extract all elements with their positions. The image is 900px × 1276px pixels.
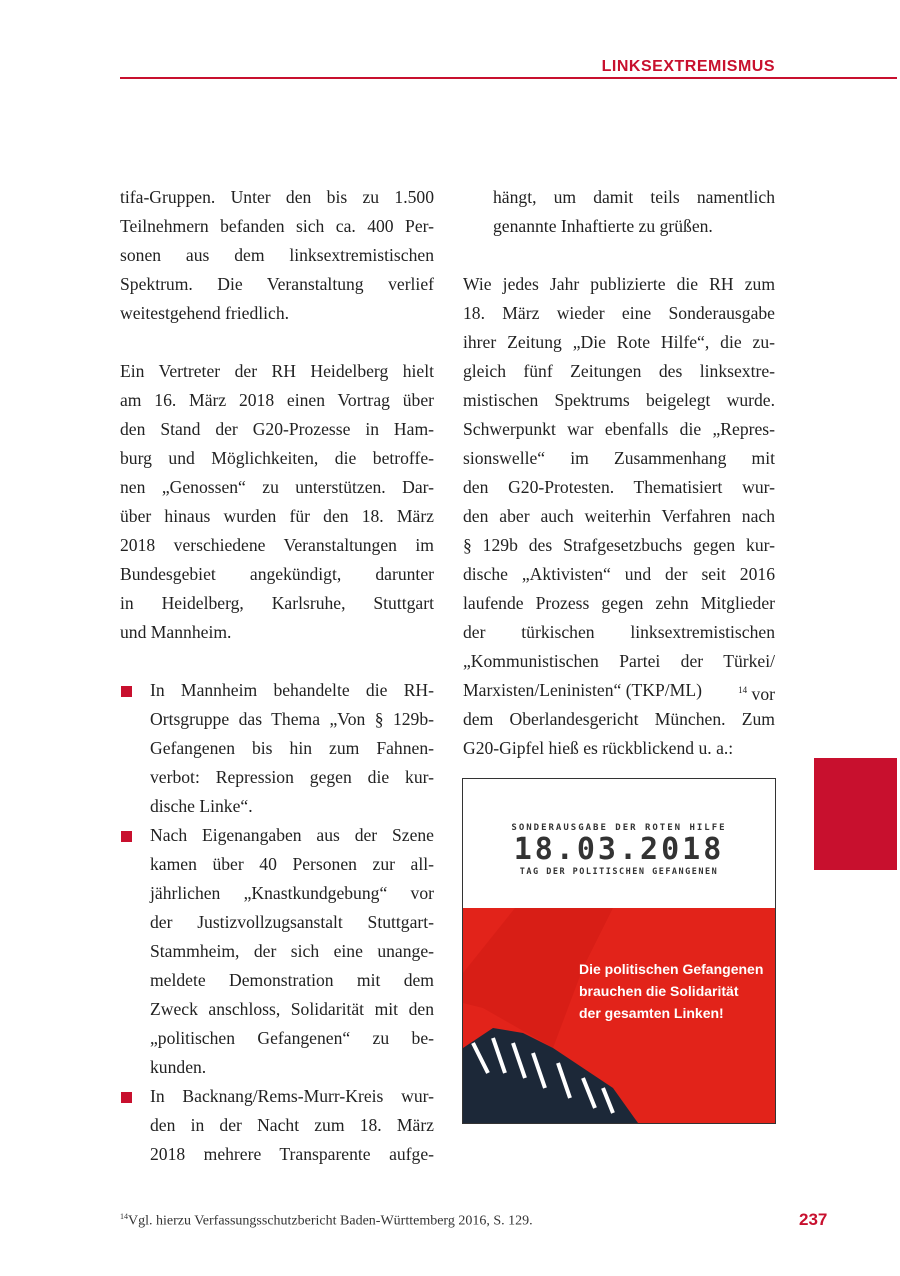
text-line: in Heidelberg, Karlsruhe, Stuttgart [120, 593, 434, 613]
text-line: gleich fünf Zeitungen des linksextre- [463, 361, 775, 381]
slogan-line: brauchen die Solidarität [579, 983, 739, 999]
text-segment: Marxisten/Leninisten“ (TKP/ML) [463, 680, 702, 700]
bullet-continuation [463, 183, 775, 241]
bullet-item [120, 1082, 434, 1169]
text-line: Ortsgruppe das Thema „Von § 129b- [150, 709, 434, 729]
footnote-ref[interactable]: 14 [738, 685, 748, 695]
poster-image [462, 778, 776, 1124]
text-line: dische Linke“. [150, 796, 253, 816]
page-number: 237 [799, 1210, 828, 1229]
text-line: über hinaus wurden für den 18. März [120, 506, 434, 526]
text-line: dem Oberlandesgericht München. Zum [463, 709, 775, 729]
text-line: den Stand der G20-Prozesse in Ham- [120, 419, 434, 439]
text-line: 2018 verschiedene Veranstaltungen im [120, 535, 434, 555]
text-line: Stammheim, der sich eine unange- [150, 941, 434, 961]
text-line: mistischen Spektrums beigelegt wurde. [463, 390, 775, 410]
text-line: Spektrum. Die Veranstaltung verlief [120, 274, 434, 294]
text-line: tifa-Gruppen. Unter den bis zu 1.500 [120, 187, 434, 207]
poster-subtitle: SONDERAUSGABE DER ROTEN HILFE [511, 823, 727, 833]
text-line: § 129b des Strafgesetzbuchs gegen kur- [463, 535, 775, 555]
bullet-square-icon [121, 1092, 132, 1103]
text-line: Teilnehmern befanden sich ca. 400 Per- [120, 216, 434, 236]
text-line: dische „Aktivisten“ und der seit 2016 [463, 564, 775, 584]
section-header: LINKSEXTREMISMUS [601, 58, 775, 75]
bullet-item [120, 821, 434, 1082]
text-line: Zweck anschloss, Solidarität mit den [150, 999, 434, 1019]
text-line: der türkischen linksextremistischen [463, 622, 775, 642]
text-line [463, 676, 775, 705]
text-line: 2018 mehrere Transparente aufge- [150, 1144, 434, 1164]
text-line: kamen über 40 Personen zur all- [150, 854, 434, 874]
text-line: hängt, um damit teils namentlich [493, 187, 775, 207]
poster-date: 18.03.2018 [513, 832, 725, 867]
text-line: weitestgehend friedlich. [120, 303, 290, 323]
text-line: der Justizvollzugsanstalt Stuttgart- [150, 912, 434, 932]
text-line: den aber auch weiterhin Verfahren nach [463, 506, 775, 526]
text-line: G20-Gipfel hieß es rückblickend u. a.: [463, 738, 734, 758]
poster-tagline: TAG DER POLITISCHEN GEFANGENEN [519, 867, 719, 877]
text-line: 18. März wieder eine Sonderausgabe [463, 303, 775, 323]
text-line: In Backnang/Rems-Murr-Kreis wur- [150, 1086, 434, 1106]
text-line: den G20-Protesten. Thematisiert wur- [463, 477, 775, 497]
text-line: laufende Prozess gegen zehn Mitglieder [463, 593, 775, 613]
text-line: verbot: Repression gegen die kur- [150, 767, 434, 787]
text-line: Ein Vertreter der RH Heidelberg hielt [120, 361, 434, 381]
text-line: den in der Nacht zum 18. März [150, 1115, 434, 1135]
footnote-number: 14 [120, 1212, 128, 1221]
text-line: „politischen Gefangenen“ zu be- [150, 1028, 434, 1048]
header-rule [120, 77, 897, 79]
text-line: burg und Möglichkeiten, die betroffe- [120, 448, 434, 468]
bullet-square-icon [121, 686, 132, 697]
text-line: genannte Inhaftierte zu grüßen. [493, 216, 713, 236]
bullet-item [120, 676, 434, 821]
text-line: kunden. [150, 1057, 207, 1077]
text-line: meldete Demonstration mit dem [150, 970, 434, 990]
poster-slogan [579, 958, 763, 1024]
paragraph [120, 183, 434, 328]
text-line: Nach Eigenangaben aus der Szene [150, 825, 434, 845]
text-line: Wie jedes Jahr publizierte die RH zum [463, 274, 775, 294]
paragraph [463, 270, 775, 763]
chapter-tab-marker [814, 758, 897, 870]
text-line: Schwerpunkt war ebenfalls die „Repres- [463, 419, 775, 439]
text-line: „Kommunistischen Partei der Türkei/ [463, 651, 775, 671]
bullet-square-icon [121, 831, 132, 842]
paragraph [120, 357, 434, 647]
text-line: Gefangenen bis hin zum Fahnen- [150, 738, 434, 758]
text-line: ihrer Zeitung „Die Rote Hilfe“, die zu- [463, 332, 775, 352]
text-line: und Mannheim. [120, 622, 232, 642]
slogan-line: Die politischen Gefangenen [579, 961, 764, 977]
left-column [120, 183, 434, 1169]
text-line: Bundesgebiet angekündigt, darunter [120, 564, 434, 584]
text-line: jährlichen „Knastkundgebung“ vor [150, 883, 434, 903]
text-line: sonen aus dem linksextremistischen [120, 245, 434, 265]
text-segment: vor [747, 683, 775, 704]
text-line: nen „Genossen“ zu unterstützen. Dar- [120, 477, 434, 497]
text-line: sionswelle“ im Zusammenhang mit [463, 448, 775, 468]
slogan-line: der gesamten Linken! [579, 1005, 724, 1021]
right-column [463, 183, 775, 763]
text-line: In Mannheim behandelte die RH- [150, 680, 434, 700]
text-line: am 16. März 2018 einen Vortrag über [120, 390, 434, 410]
footnote [120, 1212, 533, 1230]
footnote-text: Vgl. hierzu Verfassungsschutzbericht Baden-Württemberg 2016, S. 129. [128, 1213, 533, 1229]
